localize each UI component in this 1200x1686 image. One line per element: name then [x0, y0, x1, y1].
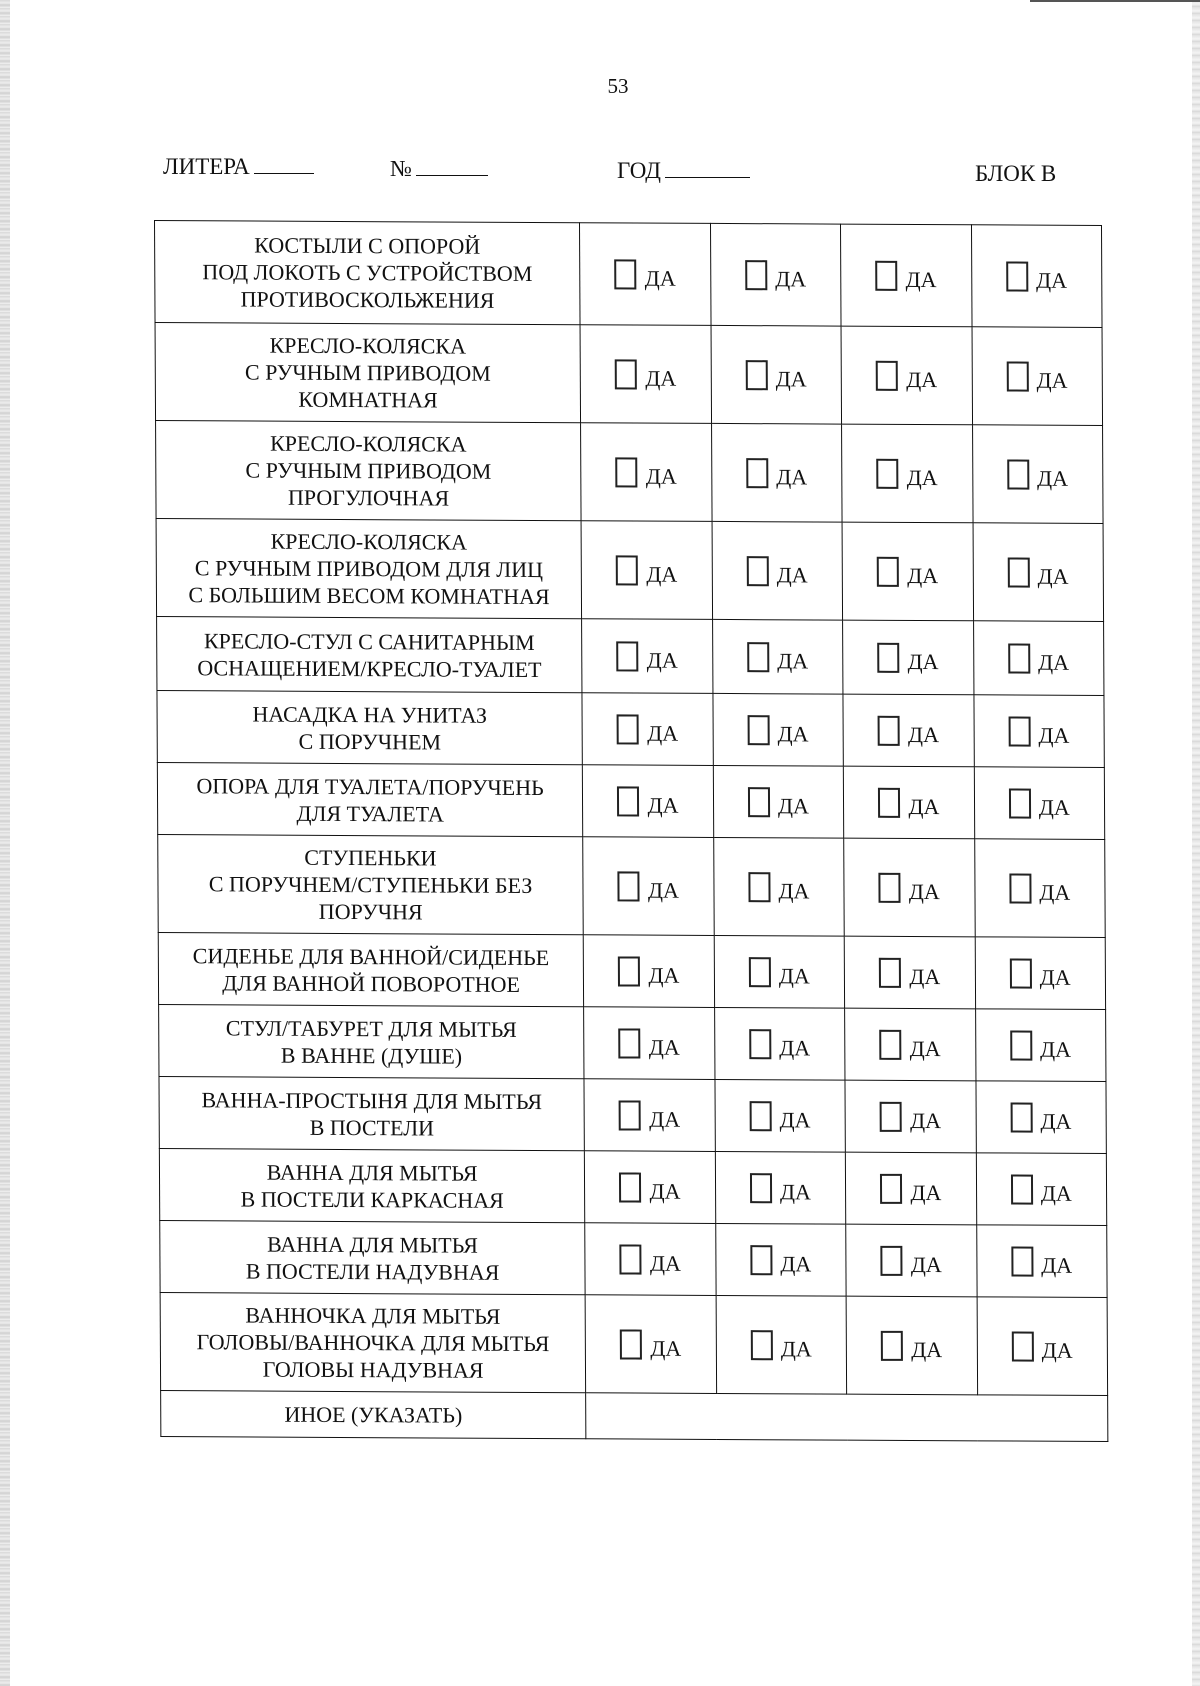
yes-label: ДА: [646, 561, 678, 587]
yes-label: ДА: [908, 793, 940, 819]
yes-checkbox[interactable]: [619, 1028, 641, 1058]
yes-option-cell: [581, 521, 712, 620]
yes-checkbox[interactable]: [1011, 1174, 1033, 1204]
yes-checkbox[interactable]: [620, 1244, 642, 1274]
yes-option-cell: [846, 1296, 977, 1395]
scan-edge-left: [0, 0, 10, 1686]
yes-option-cell: [583, 935, 714, 1008]
item-name-line: ГОЛОВЫ НАДУВНАЯ: [262, 1356, 484, 1383]
yes-option-cell: [976, 1081, 1107, 1154]
yes-label: ДА: [907, 721, 939, 747]
item-name-cell: [155, 221, 581, 325]
yes-checkbox[interactable]: [616, 555, 638, 585]
yes-label: ДА: [909, 1107, 942, 1133]
yes-label: ДА: [649, 1250, 681, 1276]
yes-label: ДА: [1038, 794, 1070, 820]
item-name-line: СТУЛ/ТАБУРЕТ ДЛЯ МЫТЬЯ: [225, 1014, 517, 1042]
yes-checkbox[interactable]: [1007, 361, 1029, 391]
yes-option-cell: [973, 695, 1104, 768]
yes-checkbox[interactable]: [618, 871, 640, 901]
yes-option-cell: [844, 838, 975, 937]
yes-option-cell: [975, 1009, 1106, 1082]
yes-label: ДА: [649, 1178, 681, 1204]
yes-label: ДА: [645, 365, 677, 391]
yes-option-cell: [975, 937, 1106, 1010]
item-name-line: С РУЧНЫМ ПРИВОДОМ: [245, 457, 492, 484]
yes-checkbox[interactable]: [1008, 716, 1030, 746]
yes-option-cell: [845, 1008, 976, 1081]
yes-option-cell: [712, 619, 843, 694]
item-name-line: ОСНАЩЕНИЕМ/КРЕСЛО-ТУАЛЕТ: [197, 654, 542, 682]
yes-option-cell: [580, 223, 711, 326]
yes-option-cell: [973, 621, 1104, 696]
page-number: 53: [607, 74, 629, 98]
item-name-cell: [158, 835, 584, 935]
yes-checkbox[interactable]: [880, 1029, 902, 1059]
yes-option-cell: [581, 423, 712, 522]
yes-option-cell: [845, 1080, 976, 1153]
yes-option-cell: [585, 1151, 716, 1224]
yes-checkbox[interactable]: [881, 1245, 903, 1275]
other-specify-field[interactable]: [586, 1393, 1108, 1442]
item-name-line: ПОД ЛОКОТЬ С УСТРОЙСТВОМ: [202, 259, 533, 286]
yes-checkbox[interactable]: [879, 957, 901, 987]
yes-label: ДА: [1038, 722, 1070, 748]
yes-option-cell: [976, 1153, 1107, 1226]
yes-option-cell: [973, 523, 1104, 622]
item-name-cell: [157, 763, 583, 837]
item-name-line: С БОЛЬШИМ ВЕСОМ КОМНАТНАЯ: [188, 582, 550, 610]
litera-field: [163, 154, 314, 180]
yes-option-cell: [843, 620, 974, 695]
item-name-line: ОПОРА ДЛЯ ТУАЛЕТА/ПОРУЧЕНЬ: [196, 772, 544, 800]
yes-label: ДА: [906, 366, 938, 392]
item-name-cell: [159, 1149, 585, 1223]
yes-label: ДА: [647, 877, 679, 903]
table-row: [159, 1149, 1106, 1226]
item-name-cell: [159, 1077, 585, 1151]
item-name-line: ВАННОЧКА ДЛЯ МЫТЬЯ: [245, 1302, 501, 1329]
scan-top-line: [1030, 0, 1200, 2]
table-row: [157, 617, 1104, 696]
table-row: [157, 763, 1104, 840]
block-label: БЛОК В: [975, 161, 1057, 186]
yes-checkbox[interactable]: [749, 957, 771, 987]
equipment-table: [154, 220, 1108, 1442]
yes-label: ДА: [650, 1335, 682, 1361]
yes-option-cell: [843, 694, 974, 767]
yes-checkbox[interactable]: [615, 259, 637, 289]
table-row: [157, 691, 1104, 768]
yes-checkbox[interactable]: [877, 458, 899, 488]
yes-label: ДА: [647, 720, 679, 746]
item-name-line: СТУПЕНЬКИ: [304, 844, 437, 871]
item-name-cell: [157, 617, 583, 693]
yes-label: ДА: [779, 1034, 811, 1060]
yes-label: ДА: [906, 464, 938, 490]
yes-checkbox[interactable]: [747, 715, 769, 745]
item-name-line: ДЛЯ ВАННОЙ ПОВОРОТНОЕ: [222, 969, 521, 997]
yes-checkbox[interactable]: [615, 359, 637, 389]
year-label: ГОД: [617, 158, 661, 183]
table-row: [156, 519, 1104, 622]
year-blank[interactable]: [665, 159, 750, 178]
yes-checkbox[interactable]: [876, 260, 898, 290]
yes-label: ДА: [1039, 879, 1071, 905]
yes-option-cell: [584, 1079, 715, 1152]
yes-label: ДА: [907, 648, 939, 674]
yes-checkbox[interactable]: [1009, 788, 1031, 818]
yes-checkbox[interactable]: [746, 458, 768, 488]
yes-option-cell: [712, 521, 843, 620]
yes-checkbox[interactable]: [1006, 261, 1028, 291]
yes-label: ДА: [910, 1251, 942, 1277]
year-field: [617, 158, 750, 184]
yes-label: ДА: [777, 647, 809, 673]
yes-option-cell: [842, 522, 973, 621]
item-name-line: КРЕСЛО-СТУЛ С САНИТАРНЫМ: [203, 627, 535, 655]
yes-label: ДА: [778, 877, 810, 903]
yes-checkbox[interactable]: [876, 360, 898, 390]
yes-option-cell: [585, 1295, 716, 1394]
yes-checkbox[interactable]: [881, 1330, 903, 1360]
yes-option-cell: [585, 1223, 716, 1296]
table-body: [155, 221, 1108, 1442]
yes-checkbox[interactable]: [1008, 643, 1030, 673]
yes-label: ДА: [1036, 367, 1068, 393]
item-name-line: ДЛЯ ТУАЛЕТА: [296, 800, 444, 827]
yes-label: ДА: [1036, 267, 1068, 293]
yes-checkbox[interactable]: [1010, 958, 1032, 988]
table-row: [158, 933, 1105, 1010]
item-name-line: С РУЧНЫМ ПРИВОДОМ ДЛЯ ЛИЦ: [194, 555, 544, 583]
yes-option-cell: [714, 935, 845, 1008]
yes-checkbox[interactable]: [745, 260, 767, 290]
yes-option-cell: [713, 837, 844, 936]
table-row: [158, 835, 1106, 938]
yes-option-cell: [974, 839, 1105, 938]
yes-option-cell: [844, 936, 975, 1009]
yes-option-cell: [715, 1079, 846, 1152]
yes-label: ДА: [645, 463, 677, 489]
yes-checkbox[interactable]: [878, 642, 900, 672]
yes-label: ДА: [775, 365, 807, 391]
item-name-line: ПРОТИВОСКОЛЬЖЕНИЯ: [240, 286, 495, 313]
yes-option-cell: [582, 619, 713, 694]
item-name-line: КРЕСЛО-КОЛЯСКА: [270, 430, 467, 457]
table-row: [160, 1293, 1108, 1396]
item-name-line: КОМНАТНАЯ: [298, 386, 438, 413]
yes-option-cell: [977, 1297, 1108, 1396]
table-row: [159, 1005, 1106, 1082]
item-name-cell: [159, 1005, 585, 1079]
yes-label: ДА: [1040, 1180, 1072, 1206]
yes-checkbox[interactable]: [619, 1100, 641, 1130]
yes-option-cell: [972, 327, 1103, 426]
yes-option-cell: [974, 767, 1105, 840]
yes-label: ДА: [644, 265, 676, 291]
table-row: [156, 421, 1104, 524]
yes-checkbox[interactable]: [877, 556, 899, 586]
yes-label: ДА: [909, 1035, 941, 1061]
table-row: [155, 323, 1103, 426]
yes-checkbox[interactable]: [1009, 873, 1031, 903]
yes-label: ДА: [777, 720, 809, 746]
litera-blank[interactable]: [254, 155, 314, 174]
item-name-line: В ВАННЕ (ДУШЕ): [280, 1042, 463, 1069]
yes-checkbox[interactable]: [617, 641, 639, 671]
yes-checkbox[interactable]: [748, 872, 770, 902]
yes-checkbox[interactable]: [751, 1330, 773, 1360]
yes-label: ДА: [779, 1106, 811, 1132]
other-label: ИНОЕ (УКАЗАТЬ): [161, 1391, 586, 1439]
item-name-line: КОСТЫЛИ С ОПОРОЙ: [254, 232, 481, 259]
yes-label: ДА: [775, 265, 807, 291]
yes-checkbox[interactable]: [878, 715, 900, 745]
yes-checkbox[interactable]: [746, 360, 768, 390]
yes-checkbox[interactable]: [619, 1172, 641, 1202]
yes-label: ДА: [648, 1034, 680, 1060]
item-name-line: В ПОСТЕЛИ: [309, 1114, 435, 1140]
yes-label: ДА: [1037, 563, 1069, 589]
scan-edge-right: [1192, 0, 1200, 1686]
yes-checkbox[interactable]: [618, 956, 640, 986]
yes-label: ДА: [649, 1106, 681, 1132]
yes-label: ДА: [909, 963, 941, 989]
yes-checkbox[interactable]: [1012, 1331, 1034, 1361]
yes-option-cell: [583, 765, 714, 838]
item-name-line: ПРОГУЛОЧНАЯ: [287, 484, 450, 511]
yes-checkbox[interactable]: [1010, 1102, 1032, 1132]
yes-label: ДА: [648, 962, 680, 988]
yes-option-cell: [841, 326, 972, 425]
yes-label: ДА: [1041, 1337, 1073, 1363]
item-name-line: ВАННА ДЛЯ МЫТЬЯ: [266, 1159, 478, 1186]
item-name-line: С ПОРУЧНЕМ/СТУПЕНЬКИ БЕЗ: [208, 871, 533, 898]
yes-checkbox[interactable]: [1008, 557, 1030, 587]
yes-label: ДА: [910, 1179, 942, 1205]
yes-option-cell: [710, 223, 841, 326]
item-name-line: СИДЕНЬЕ ДЛЯ ВАННОЙ/СИДЕНЬЕ: [192, 942, 550, 970]
yes-option-cell: [714, 1007, 845, 1080]
table-row: [159, 1077, 1106, 1154]
yes-label: ДА: [777, 792, 809, 818]
yes-label: ДА: [646, 647, 678, 673]
number-blank[interactable]: [416, 157, 488, 176]
item-name-line: ГОЛОВЫ/ВАННОЧКА ДЛЯ МЫТЬЯ: [196, 1329, 550, 1357]
yes-checkbox[interactable]: [878, 787, 900, 817]
yes-label: ДА: [779, 1178, 811, 1204]
yes-option-cell: [580, 325, 711, 424]
item-name-line: ПОРУЧНЯ: [318, 898, 423, 925]
yes-checkbox[interactable]: [880, 1101, 902, 1131]
item-name-cell: [160, 1221, 586, 1295]
item-name-line: НАСАДКА НА УНИТАЗ: [252, 701, 488, 728]
yes-option-cell: [843, 766, 974, 839]
yes-checkbox[interactable]: [879, 872, 901, 902]
yes-label: ДА: [647, 792, 679, 818]
item-name-cell: [158, 933, 584, 1007]
yes-label: ДА: [907, 562, 939, 588]
yes-checkbox[interactable]: [1010, 1030, 1032, 1060]
yes-option-cell: [845, 1152, 976, 1225]
yes-option-cell: [711, 423, 842, 522]
item-name-line: В ПОСТЕЛИ НАДУВНАЯ: [245, 1257, 500, 1285]
number-label: №: [390, 156, 412, 181]
yes-checkbox[interactable]: [747, 642, 769, 672]
item-name-cell: [160, 1293, 586, 1393]
yes-option-cell: [584, 1007, 715, 1080]
yes-option-cell: [715, 1151, 846, 1224]
yes-checkbox[interactable]: [617, 786, 639, 816]
yes-label: ДА: [908, 878, 940, 904]
yes-checkbox[interactable]: [750, 1173, 772, 1203]
yes-option-cell: [841, 224, 972, 327]
item-name-line: КРЕСЛО-КОЛЯСКА: [270, 528, 468, 555]
yes-label: ДА: [780, 1250, 812, 1276]
item-name-line: КРЕСЛО-КОЛЯСКА: [269, 332, 466, 359]
yes-option-cell: [583, 837, 714, 936]
yes-checkbox[interactable]: [750, 1245, 772, 1275]
yes-checkbox[interactable]: [1011, 1246, 1033, 1276]
yes-label: ДА: [1041, 1252, 1073, 1278]
yes-label: ДА: [1040, 1108, 1072, 1134]
item-name-cell: [157, 691, 583, 765]
yes-option-cell: [711, 325, 842, 424]
yes-option-cell: [842, 424, 973, 523]
yes-option-cell: [715, 1223, 846, 1296]
yes-checkbox[interactable]: [617, 714, 639, 744]
number-field: [390, 156, 488, 182]
yes-option-cell: [971, 225, 1102, 328]
other-row: [161, 1391, 1108, 1442]
item-name-line: В ПОСТЕЛИ КАРКАСНАЯ: [240, 1185, 504, 1213]
yes-checkbox[interactable]: [748, 787, 770, 817]
yes-checkbox[interactable]: [747, 556, 769, 586]
item-name-cell: [156, 519, 582, 619]
yes-option-cell: [976, 1225, 1107, 1298]
yes-checkbox[interactable]: [749, 1029, 771, 1059]
item-name-cell: [155, 323, 581, 423]
yes-option-cell: [713, 765, 844, 838]
yes-checkbox[interactable]: [880, 1173, 902, 1203]
litera-label: ЛИТЕРА: [163, 154, 250, 179]
yes-checkbox[interactable]: [620, 1329, 642, 1359]
yes-option-cell: [716, 1295, 847, 1394]
yes-label: ДА: [1040, 1036, 1072, 1062]
item-name-cell: [156, 421, 582, 521]
yes-option-cell: [713, 693, 844, 766]
item-name-line: ВАННА-ПРОСТЫНЯ ДЛЯ МЫТЬЯ: [201, 1086, 543, 1114]
yes-checkbox[interactable]: [750, 1101, 772, 1131]
yes-label: ДА: [778, 962, 810, 988]
yes-checkbox[interactable]: [1007, 459, 1029, 489]
yes-label: ДА: [1039, 964, 1071, 990]
yes-option-cell: [582, 693, 713, 766]
item-name-line: ВАННА ДЛЯ МЫТЬЯ: [267, 1231, 478, 1258]
yes-label: ДА: [776, 463, 808, 489]
table-row: [155, 221, 1103, 328]
item-name-line: С ПОРУЧНЕМ: [298, 728, 442, 755]
yes-label: ДА: [1038, 649, 1070, 675]
yes-option-cell: [846, 1224, 977, 1297]
item-name-line: С РУЧНЫМ ПРИВОДОМ: [244, 359, 491, 386]
yes-label: ДА: [911, 1336, 943, 1362]
yes-checkbox[interactable]: [616, 457, 638, 487]
yes-option-cell: [972, 425, 1103, 524]
table-row: [160, 1221, 1107, 1298]
yes-label: ДА: [905, 266, 937, 292]
yes-label: ДА: [780, 1335, 812, 1361]
yes-label: ДА: [776, 561, 808, 587]
yes-label: ДА: [1037, 465, 1069, 491]
